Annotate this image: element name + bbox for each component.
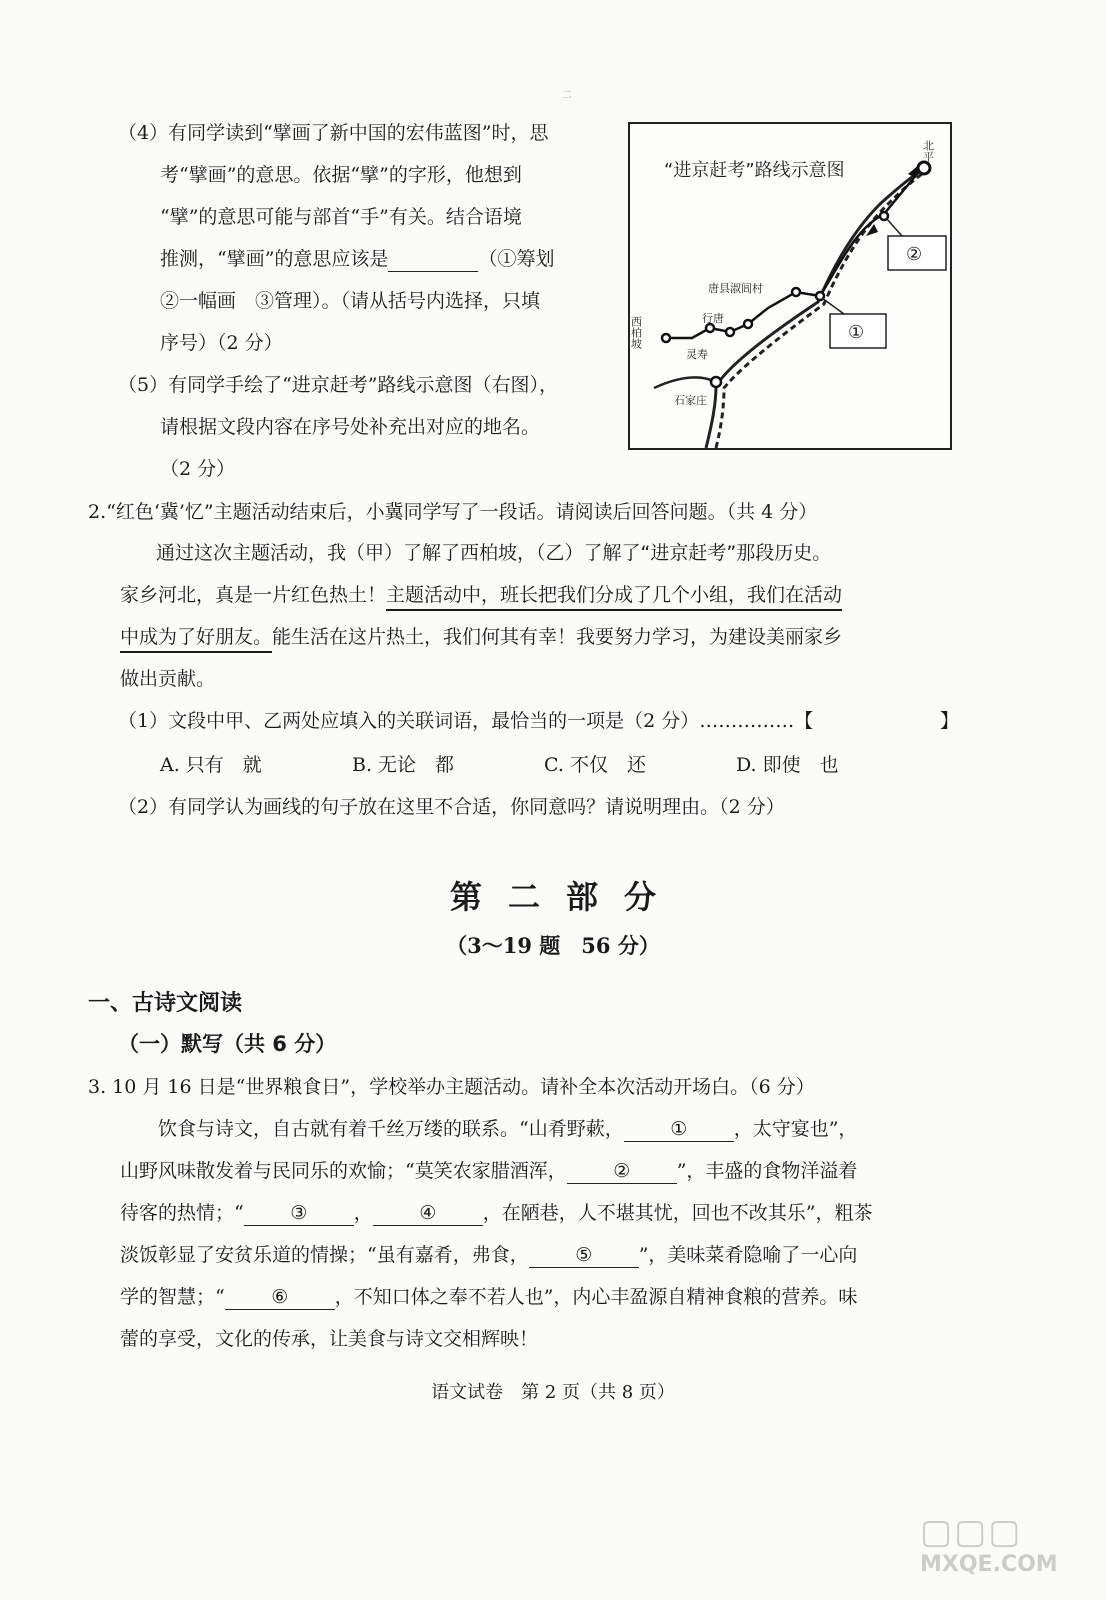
part2-subtitle: （3～19 题 56 分） <box>446 933 660 958</box>
q2-underlined-sentence: 中成为了好朋友。 <box>120 626 273 648</box>
map-label-xingtang: 行唐 <box>702 312 724 325</box>
section-subheading: （一）默写（共 6 分） <box>118 1032 337 1056</box>
blank-3[interactable]: ③ <box>244 1201 354 1226</box>
answer-bracket-close[interactable]: 】 <box>940 710 960 732</box>
map-point <box>792 288 800 296</box>
q3-text: 待客的热情；“ <box>120 1202 244 1224</box>
q3-text: ，在陋巷，人不堪其忧，回也不改其乐”，粗茶 <box>482 1202 873 1224</box>
q3-line: 蕾的享受，文化的传承，让美食与诗文交相辉映！ <box>120 1328 539 1350</box>
section-heading: 一、古诗文阅读 <box>88 991 243 1016</box>
q1-5-line: （2 分） <box>160 458 236 480</box>
question-3-stem: 3. 10 月 16 日是“世界粮食日”，学校举办主题活动。请补全本次活动开场白。（6 分） <box>88 1076 815 1098</box>
q3-text: 学的智慧；“ <box>120 1286 225 1308</box>
q3-line <box>120 1156 857 1184</box>
q2-paragraph-line <box>120 580 990 607</box>
blank-2[interactable]: ② <box>567 1159 677 1184</box>
q1-4-line: “擘”的意思可能与部首“手”有关。结合语境 <box>160 206 522 228</box>
route-map <box>628 122 952 450</box>
q3-text: 饮食与诗文，自古就有着千丝万缕的联系。“山肴野蔌， <box>158 1118 624 1140</box>
answer-box-2-label: ② <box>906 244 923 265</box>
callout-line <box>822 298 844 314</box>
answer-box-1-label: ① <box>848 322 865 343</box>
q2-sub1 <box>118 706 813 733</box>
part2-title: 第二部分 <box>449 878 682 916</box>
q1-4-line: 考“擘画”的意思。依据“擘”的字形，他想到 <box>160 164 522 186</box>
q2-text: 能生活在这片热土，我们何其有幸！我要努力学习，为建设美丽家乡 <box>272 626 843 648</box>
map-title: “进京赶考”路线示意图 <box>664 160 845 181</box>
top-mark: 二 <box>562 90 572 101</box>
q3-text: ， <box>353 1202 373 1224</box>
option-d[interactable]: D. 即使 也 <box>736 754 839 776</box>
q1-4-line: （4）有同学读到“擘画了新中国的宏伟蓝图”时，思 <box>118 122 549 144</box>
map-label-xibaipo: 西柏坡 <box>630 316 643 349</box>
q2-text: 家乡河北，真是一片红色热土！ <box>120 584 387 606</box>
blank-5[interactable]: ⑤ <box>529 1243 639 1268</box>
map-label-lingshou: 灵寿 <box>686 348 708 361</box>
q3-line <box>120 1282 857 1310</box>
option-a[interactable]: A. 只有 就 <box>160 754 262 776</box>
q2-paragraph-line: 做出贡献。 <box>120 668 216 690</box>
option-b[interactable]: B. 无论 都 <box>352 754 455 776</box>
q3-line <box>120 1198 872 1226</box>
q1-5-line: （5）有同学手绘了“进京赶考”路线示意图（右图）， <box>118 374 559 396</box>
q1-5-line: 请根据文段内容在序号处补充出对应的地名。 <box>160 416 541 438</box>
blank-1[interactable]: ① <box>624 1117 734 1142</box>
blank-6[interactable]: ⑥ <box>225 1285 335 1310</box>
q3-text: 淡饭彰显了安贫乐道的情操；“虽有嘉肴，弗食， <box>120 1244 529 1266</box>
q3-line <box>120 1240 857 1268</box>
map-point <box>711 377 721 387</box>
page-footer: 语文试卷 第 2 页（共 8 页） <box>431 1382 675 1403</box>
q3-text: ”，丰盛的食物洋溢着 <box>676 1160 858 1182</box>
map-point <box>744 320 752 328</box>
q3-text: ”，美味菜肴隐喻了一心向 <box>638 1244 858 1266</box>
map-label-tangxian: 唐县淑闾村 <box>708 282 763 295</box>
q3-text: 山野风味散发着与民同乐的欢愉；“莫笑农家腊酒浑， <box>120 1160 567 1182</box>
q2-paragraph-line: 通过这次主题活动，我（甲）了解了西柏坡，（乙）了解了“进京赶考”那段历史。 <box>156 542 832 564</box>
map-label-shijiazhuang: 石家庄 <box>674 394 707 407</box>
map-point <box>706 324 714 332</box>
blank-4[interactable]: ④ <box>373 1201 483 1226</box>
q1-4-line: ②一幅画 ③管理）。（请从括号内选择，只填 <box>160 290 541 312</box>
q1-4-line <box>160 244 554 272</box>
route-map-drawing <box>630 124 950 448</box>
q3-line <box>158 1114 857 1142</box>
watermark-logo: ▢▢▢ MXQE.COM <box>920 1512 1090 1592</box>
railway-line <box>716 170 928 448</box>
railway-line <box>706 168 925 448</box>
q1-4-choices: （①筹划 <box>478 248 555 270</box>
map-point <box>662 334 670 342</box>
q2-paragraph-line <box>120 622 990 649</box>
q2-sub2: （2）有同学认为画线的句子放在这里不合适，你同意吗？请说明理由。（2 分） <box>118 796 785 818</box>
q3-text: ，不知口体之奉不若人也”，内心丰盈源自精神食粮的营养。味 <box>334 1286 858 1308</box>
q1-4-line: 序号）（2 分） <box>160 332 283 354</box>
q3-text: ，太守宴也”， <box>733 1118 858 1140</box>
answer-blank[interactable] <box>388 247 478 272</box>
map-point <box>726 328 734 336</box>
q2-sub1-text: （1）文段中甲、乙两处应填入的关联词语，最恰当的一项是（2 分）……………【 <box>118 710 814 732</box>
map-point <box>918 162 930 174</box>
q1-4-line-text: 推测，“擘画”的意思应该是 <box>160 248 389 270</box>
option-c[interactable]: C. 不仅 还 <box>544 754 646 776</box>
watermark-text: MXQE.COM <box>920 1552 1058 1577</box>
railway-line <box>654 377 716 388</box>
q2-underlined-sentence: 主题活动中，班长把我们分成了几个小组，我们在活动 <box>386 584 843 606</box>
question-2-stem: 2.“红色‘冀’忆”主题活动结束后，小冀同学写了一段话。请阅读后回答问题。（共 4 分） <box>88 501 818 523</box>
map-label-north: 北平 <box>921 140 935 162</box>
callout-line <box>886 218 902 236</box>
